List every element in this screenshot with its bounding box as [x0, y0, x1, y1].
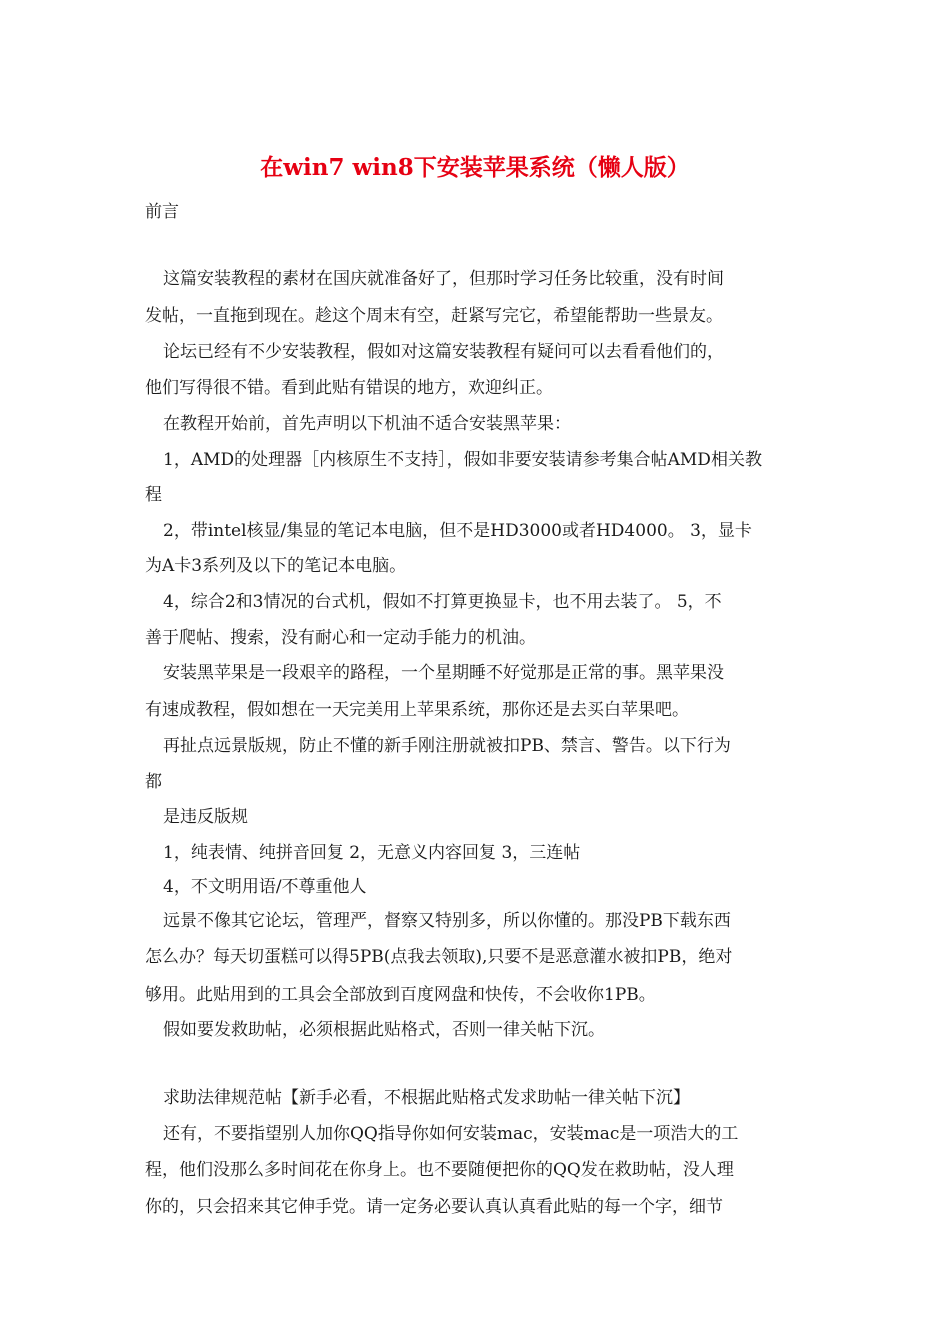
paragraph-line: 远景不像其它论坛，管理严，督察又特别多，所以你懂的。那没PB下载东西	[163, 911, 731, 931]
paragraph-line: 还有，不要指望别人加你QQ指导你如何安装mac，安装mac是一项浩大的工	[163, 1124, 739, 1144]
paragraph-line: 善于爬帖、搜索，没有耐心和一定动手能力的机油。	[145, 628, 536, 648]
paragraph-line: 发帖，一直拖到现在。趁这个周末有空，赶紧写完它，希望能帮助一些景友。	[145, 306, 723, 326]
paragraph-line: 程，他们没那么多时间花在你身上。也不要随便把你的QQ发在救助帖，没人理	[145, 1160, 734, 1180]
paragraph-line: 是违反版规	[163, 807, 248, 827]
paragraph-line: 这篇安装教程的素材在国庆就准备好了，但那时学习任务比较重，没有时间	[163, 269, 724, 289]
paragraph-line: 2，带intel核显/集显的笔记本电脑，但不是HD3000或者HD4000。 3，显卡	[163, 521, 752, 541]
paragraph-line: 为A卡3系列及以下的笔记本电脑。	[145, 556, 407, 576]
paragraph-line: 4，不文明用语/不尊重他人	[163, 877, 367, 897]
paragraph-line: 都	[145, 772, 162, 792]
paragraph-line: 1，AMD的处理器［内核原生不支持］，假如非要安装请参考集合帖AMD相关教	[163, 450, 762, 470]
paragraph-line: 4，综合2和3情况的台式机，假如不打算更换显卡，也不用去装了。 5，不	[163, 592, 722, 612]
paragraph-line: 你的，只会招来其它伸手党。请一定务必要认真认真看此贴的每一个字，细节	[145, 1197, 723, 1217]
paragraph-line: 他们写得很不错。看到此贴有错误的地方，欢迎纠正。	[145, 378, 553, 398]
section-heading-preface: 前言	[145, 202, 179, 222]
paragraph-line: 程	[145, 485, 162, 505]
paragraph-line: 怎么办？每天切蛋糕可以得5PB(点我去领取),只要不是恶意灌水被扣PB，绝对	[145, 947, 733, 967]
paragraph-line: 安装黑苹果是一段艰辛的路程，一个星期睡不好觉那是正常的事。黑苹果没	[163, 663, 724, 683]
paragraph-line: 求助法律规范帖【新手必看，不根据此贴格式发求助帖一律关帖下沉】	[163, 1088, 690, 1108]
paragraph-line: 够用。此贴用到的工具会全部放到百度网盘和快传，不会收你1PB。	[145, 985, 656, 1005]
document-title: 在win7 win8下安装苹果系统（懒人版）	[260, 154, 690, 181]
paragraph-line: 再扯点远景版规，防止不懂的新手刚注册就被扣PB、禁言、警告。以下行为	[163, 736, 731, 756]
paragraph-line: 论坛已经有不少安装教程，假如对这篇安装教程有疑问可以去看看他们的，	[163, 342, 724, 362]
paragraph-line: 假如要发救助帖，必须根据此贴格式，否则一律关帖下沉。	[163, 1020, 605, 1040]
paragraph-line: 在教程开始前，首先声明以下机油不适合安装黑苹果：	[163, 414, 571, 434]
paragraph-line: 1，纯表情、纯拼音回复 2，无意义内容回复 3，三连帖	[163, 843, 581, 863]
paragraph-line: 有速成教程，假如想在一天完美用上苹果系统，那你还是去买白苹果吧。	[145, 700, 689, 720]
